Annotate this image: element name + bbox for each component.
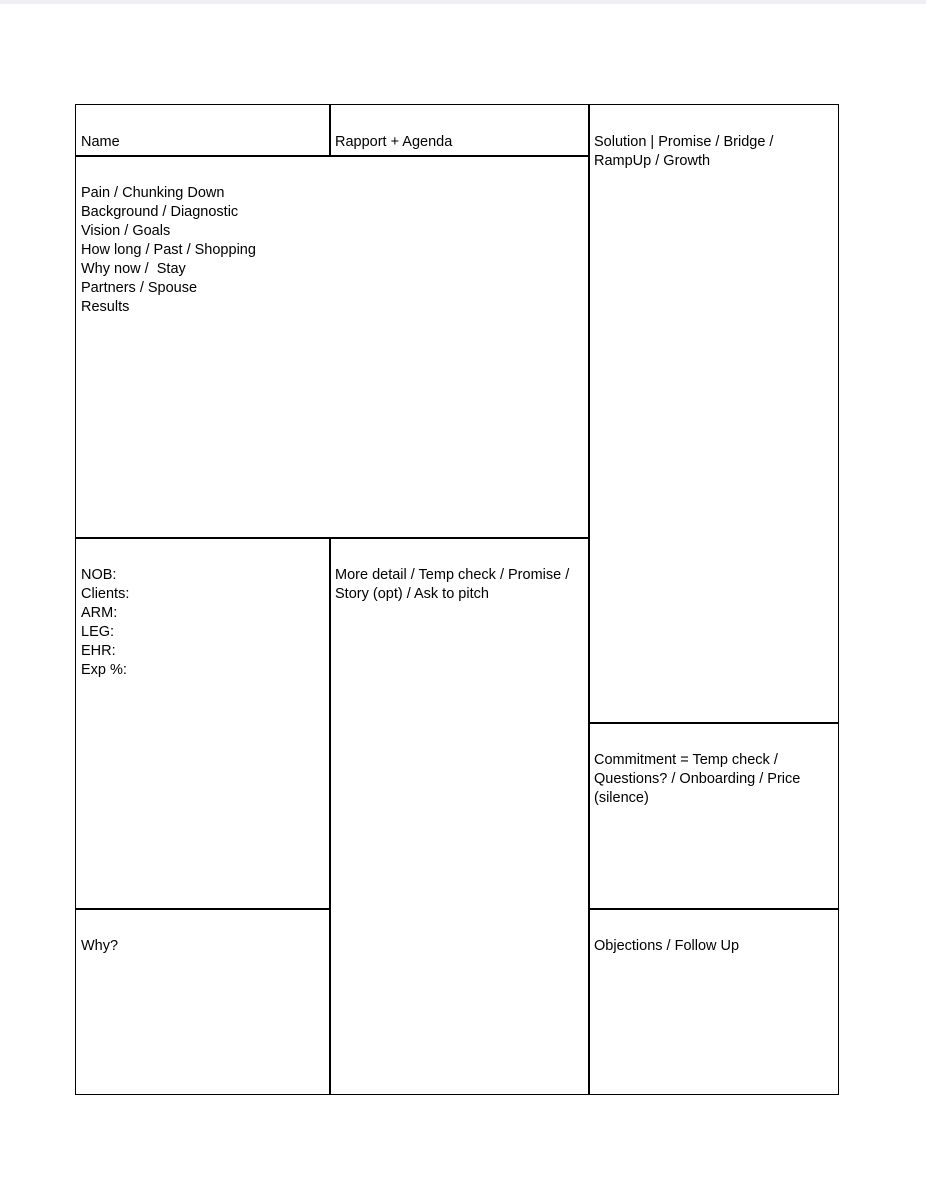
nob-field-label: Exp %: [81,662,127,678]
name-section [75,104,331,157]
pain-prompt-line: Results [81,299,130,315]
rapport-agenda-section [329,104,590,157]
objections-label: Objections / Follow Up [594,938,740,954]
solution-section [588,104,839,724]
pain-prompt-line: Why now / Stay [81,261,186,277]
solution-label: Solution | Promise / Bridge / RampUp / Growth [594,134,774,169]
nob-section [75,537,331,910]
commitment-section [588,722,839,910]
why-section [75,908,331,1095]
nob-field-label: ARM: [81,605,118,621]
objections-section [588,908,839,1095]
pain-prompt-line: Pain / Chunking Down [81,185,225,201]
pain-section [75,155,590,539]
pain-prompts [81,184,584,317]
more-detail-label: More detail / Temp check / Promise / Story (opt) / Ask to pitch [335,567,570,602]
nob-field-label: Clients: [81,586,130,602]
nob-fields [81,566,325,680]
name-label: Name [81,134,120,150]
commitment-label: Commitment = Temp check / Questions? / Onboarding / Price (silence) [594,752,801,806]
pain-prompt-line: Partners / Spouse [81,280,198,296]
why-label: Why? [81,938,119,954]
nob-field-label: EHR: [81,643,116,659]
more-detail-section [329,537,590,1095]
pain-prompt-line: Vision / Goals [81,223,171,239]
rapport-agenda-label: Rapport + Agenda [335,134,453,150]
pain-prompt-line: Background / Diagnostic [81,204,239,220]
top-strip [0,0,926,4]
pain-prompt-line: How long / Past / Shopping [81,242,256,258]
nob-field-label: NOB: [81,567,117,583]
nob-field-label: LEG: [81,624,115,640]
